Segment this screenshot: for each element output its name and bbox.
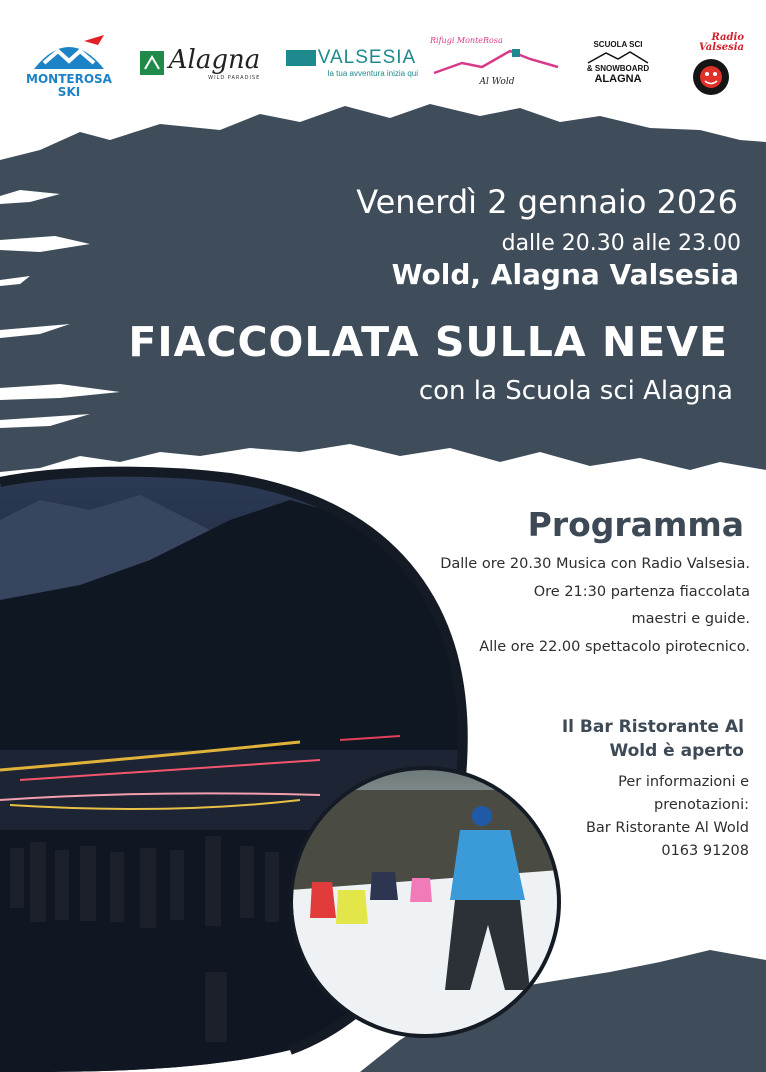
radio-line-1: Radio	[711, 32, 744, 43]
vinyl-record-icon	[688, 53, 734, 97]
valsesia-mark-icon	[286, 50, 316, 66]
scuola-sci-logo	[582, 36, 654, 88]
rifugi-top: Rifugi MonteRosa	[430, 35, 503, 45]
event-time: dalle 20.30 alle 23.00	[501, 231, 741, 256]
event-subtitle: con la Scuola sci Alagna	[418, 376, 733, 406]
radio-line-2: Valsesia	[698, 42, 744, 53]
radio-valsesia-logo	[678, 30, 744, 100]
programma-line-3: maestri e guide.	[631, 611, 750, 627]
event-title: FIACCOLATA SULLA NEVE	[128, 318, 728, 366]
scuola-line-1: SCUOLA SCI	[593, 40, 643, 49]
scuola-line-2: & SNOWBOARD	[586, 64, 650, 73]
rifugi-bottom: Al Wold	[479, 76, 515, 87]
mountain-icon	[32, 33, 106, 73]
programma-line-2: Ore 21:30 partenza fiaccolata	[533, 584, 750, 600]
event-date: Venerdì 2 gennaio 2026	[356, 183, 738, 221]
monterosa-line-2: SKI	[57, 85, 81, 99]
monterosa-line-1: MONTEROSA	[26, 72, 112, 86]
scuola-line-3: ALAGNA	[594, 73, 642, 85]
alagna-word: Alagna	[168, 45, 261, 75]
info-line-4: 0163 91208	[661, 843, 749, 859]
bar-heading-line-1: Il Bar Ristorante Al	[561, 717, 744, 737]
valsesia-logo	[284, 42, 418, 82]
mountain-line-icon	[432, 45, 562, 77]
leaf-icon	[140, 51, 164, 75]
event-place: Wold, Alagna Valsesia	[391, 258, 739, 291]
info-line-1: Per informazioni e	[618, 774, 749, 790]
info-line-3: Bar Ristorante Al Wold	[585, 820, 749, 836]
rifugi-monterosa-logo	[430, 30, 564, 92]
monterosa-ski-logo	[28, 28, 110, 104]
valsesia-word: VALSESIA	[317, 46, 417, 68]
sponsor-logos	[0, 0, 766, 110]
alagna-sub: WILD PARADISE	[208, 75, 261, 81]
programma-line-1: Dalle ore 20.30 Musica con Radio Valsesia.	[440, 556, 750, 572]
bar-heading	[562, 715, 744, 763]
programma-heading: Programma	[527, 505, 744, 544]
valsesia-sub: la tua avventura inizia qui	[327, 68, 418, 78]
info-line-2: prenotazioni:	[653, 797, 749, 813]
bar-heading-line-2: Wold è aperto	[609, 741, 744, 761]
mountain-outline-icon	[586, 50, 650, 64]
programma-line-4: Alle ore 22.00 spettacolo pirotecnico.	[479, 639, 750, 655]
alagna-logo	[144, 40, 261, 86]
